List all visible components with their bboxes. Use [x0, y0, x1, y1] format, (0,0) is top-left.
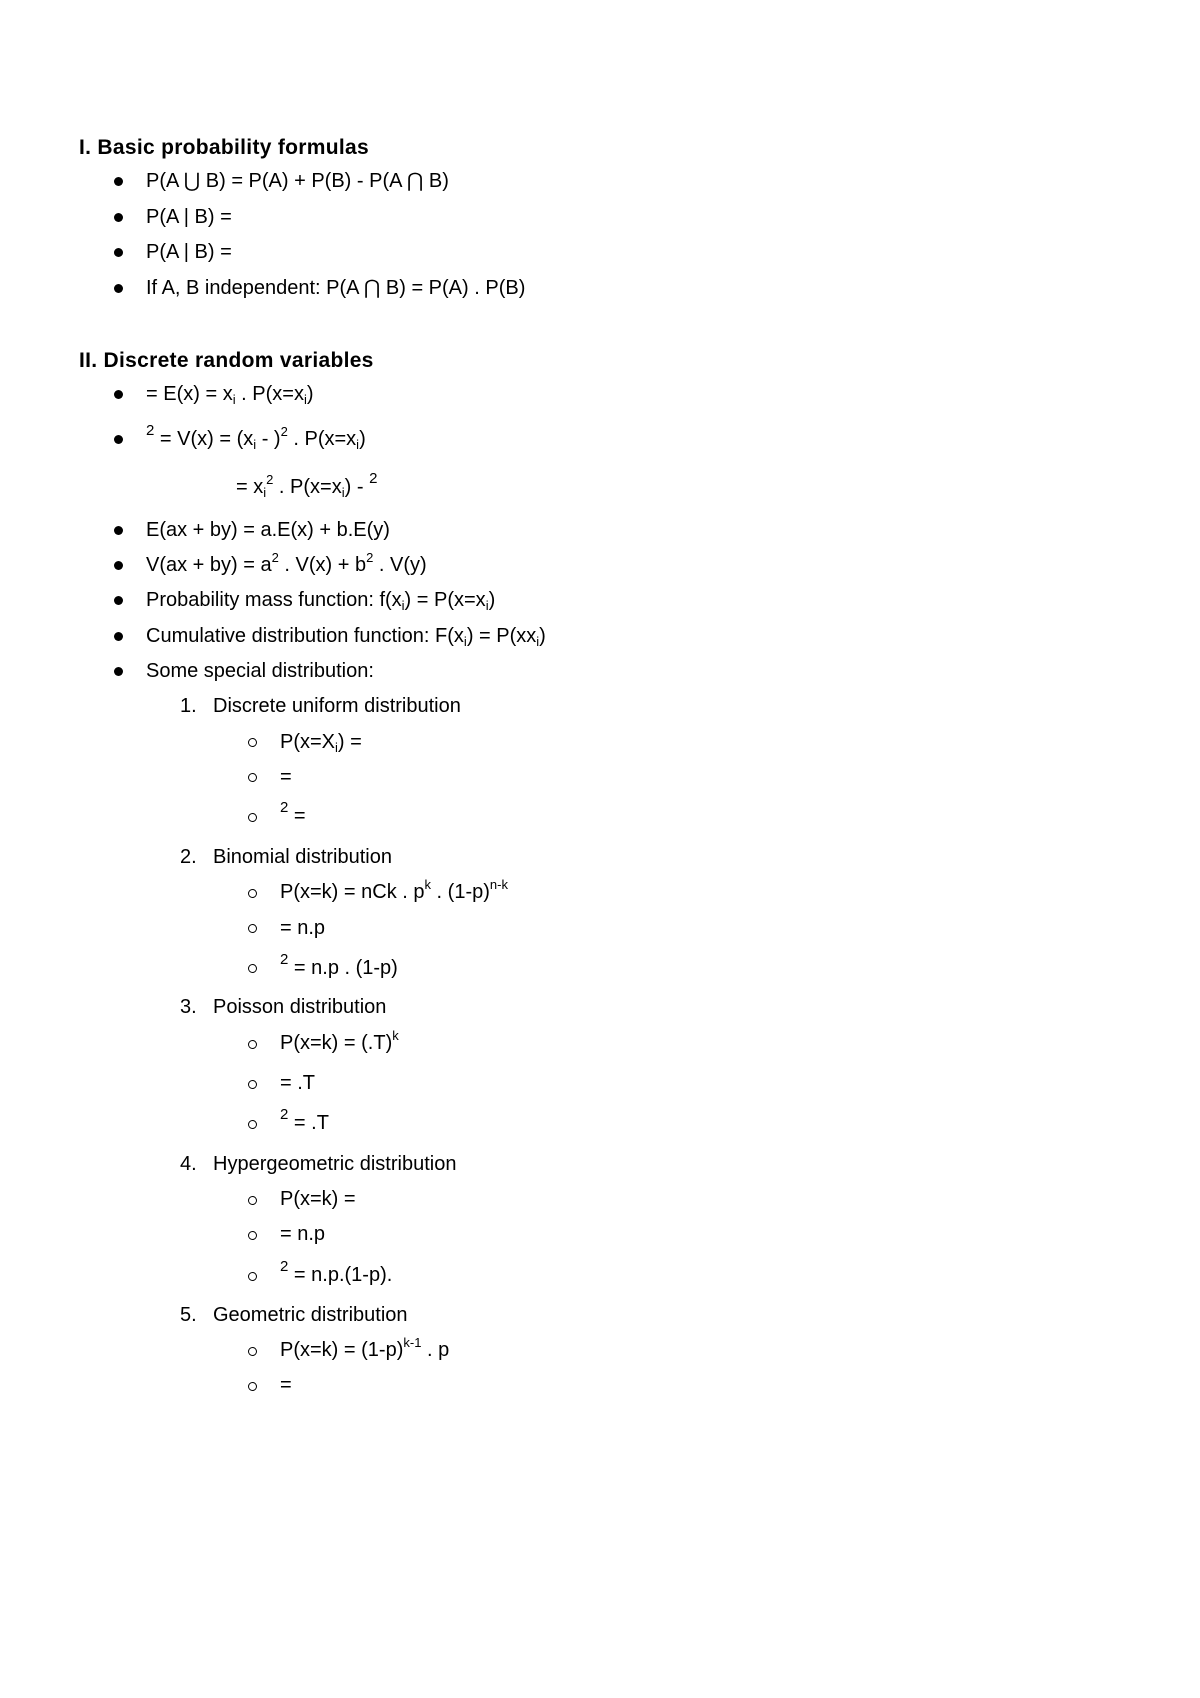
binomial-pmf: P(x=k) = nCk . $p^k$ . $(1-p)^{n-k}$	[280, 877, 508, 903]
circle-bullet-icon	[248, 964, 257, 973]
bullet-icon	[114, 284, 123, 293]
bullet-icon	[114, 390, 123, 399]
special-distribution-label: Some special distribution:	[146, 660, 374, 682]
binomial-variance: $^2$ = n.p . (1-p)	[280, 951, 398, 979]
list-number: 2.	[180, 846, 197, 868]
formula-conditional-bayes: P(A | B) =	[146, 241, 232, 263]
formula-variance: $^2 = V(x) = (x_i - )^2$ . $P(x=x_i)$	[146, 422, 366, 452]
circle-bullet-icon	[248, 738, 257, 747]
binomial-mean: = n.p	[280, 917, 326, 939]
uniform-variance: $^2$ =	[280, 799, 306, 827]
uniform-title: Discrete uniform distribution	[213, 695, 461, 717]
circle-bullet-icon	[248, 773, 257, 782]
bullet-icon	[114, 177, 123, 186]
geometric-pmf: $P(x=k) = (1-p)^{k-1}$ . p	[280, 1335, 450, 1361]
bullet-icon	[114, 667, 123, 676]
poisson-mean: = .T	[280, 1072, 316, 1094]
bullet-icon	[114, 435, 123, 444]
formula-union: P(A ⋃ B) = P(A) + P(B) - P(A ⋂ B)	[146, 170, 449, 192]
circle-bullet-icon	[248, 1382, 257, 1391]
circle-bullet-icon	[248, 924, 257, 933]
circle-bullet-icon	[248, 1196, 257, 1205]
formula-linear-variance: $V(ax + by) = a^2$ . $V(x) + b^2$ . V(y)	[146, 550, 427, 576]
circle-bullet-icon	[248, 1040, 257, 1049]
bullet-icon	[114, 632, 123, 641]
circle-bullet-icon	[248, 1120, 257, 1129]
list-number: 4.	[180, 1153, 197, 1175]
bullet-icon	[114, 596, 123, 605]
poisson-pmf: $P(x=k) = (.T)^k$	[280, 1028, 399, 1054]
uniform-pmf: $P(x=X_i)$ =	[280, 731, 362, 755]
geometric-mean: =	[280, 1374, 292, 1396]
bullet-icon	[114, 213, 123, 222]
hypergeometric-title: Hypergeometric distribution	[213, 1153, 457, 1175]
circle-bullet-icon	[248, 1080, 257, 1089]
hypergeometric-pmf: P(x=k) =	[280, 1188, 356, 1210]
list-number: 3.	[180, 996, 197, 1018]
formula-variance-alt: = $x_i^2$ . $P(x=x_i) - ^2$	[236, 470, 378, 500]
circle-bullet-icon	[248, 1231, 257, 1240]
formula-expectation: = $E(x) = x_i$ . $P(x=x_i)$	[146, 383, 314, 407]
bullet-icon	[114, 561, 123, 570]
formula-cdf: Cumulative distribution function: $F(x_i) = P(xx_i)$	[146, 625, 546, 649]
circle-bullet-icon	[248, 1272, 257, 1281]
uniform-mean: =	[280, 766, 292, 788]
list-number: 5.	[180, 1304, 197, 1326]
poisson-title: Poisson distribution	[213, 996, 387, 1018]
hypergeometric-mean: = n.p	[280, 1223, 326, 1245]
section-2-heading: II. Discrete random variables	[79, 349, 374, 372]
formula-pmf: Probability mass function: $f(x_i) = P(x=x_i)$	[146, 589, 496, 613]
section-1-heading: I. Basic probability formulas	[79, 136, 369, 159]
bullet-icon	[114, 526, 123, 535]
circle-bullet-icon	[248, 889, 257, 898]
circle-bullet-icon	[248, 1347, 257, 1356]
formula-conditional: P(A | B) =	[146, 206, 232, 228]
binomial-title: Binomial distribution	[213, 846, 392, 868]
list-number: 1.	[180, 695, 197, 717]
geometric-title: Geometric distribution	[213, 1304, 408, 1326]
poisson-variance: $^2$ = .T	[280, 1106, 329, 1134]
circle-bullet-icon	[248, 813, 257, 822]
bullet-icon	[114, 248, 123, 257]
formula-independent: If A, B independent: P(A ⋂ B) = P(A) . P(B)	[146, 277, 526, 299]
hypergeometric-variance: $^2$ = n.p.(1-p).	[280, 1258, 393, 1286]
formula-linear-expectation: E(ax + by) = a.E(x) + b.E(y)	[146, 519, 390, 541]
